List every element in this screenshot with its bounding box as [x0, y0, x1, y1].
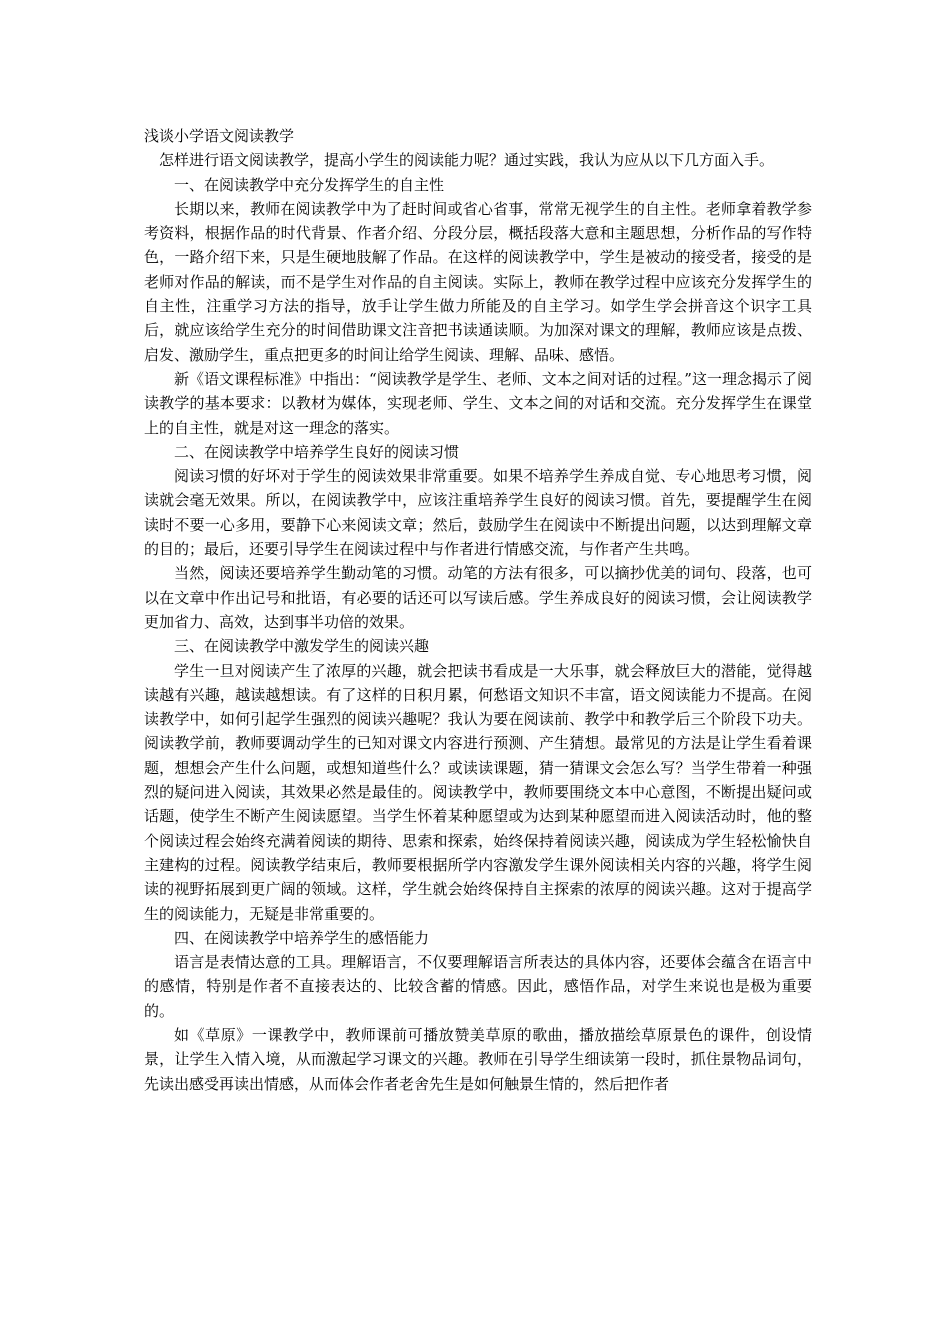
section-heading-2: 二、在阅读教学中培养学生良好的阅读习惯: [174, 442, 460, 461]
section-heading-1: 一、在阅读教学中充分发挥学生的自主性: [174, 175, 445, 194]
section-heading-4: 四、在阅读教学中培养学生的感悟能力: [174, 928, 430, 947]
paragraph: 阅读习惯的好坏对于学生的阅读效果非常重要。如果不培养学生养成自觉、专心地思考习惯，阅读就会毫无效果。所以，在阅读教学中，应该注重培养学生良好的阅读习惯。首先，要提醒学生在阅读时不要一心多用，要静下心来阅读文章；然后，鼓励学生在阅读中不断提出问题，以达到理解文章的目的；最后，还要引导学生在阅读过程中与作者进行情感交流，与作者产生共鸣。: [144, 467, 812, 559]
paragraph: 语言是表情达意的工具。理解语言，不仅要理解语言所表达的具体内容，还要体会蕴含在语言中的感情，特别是作者不直接表达的、比较含蓄的情感。因此，感悟作品，对学生来说也是极为重要的。: [144, 953, 812, 1020]
paragraph: 新《语文课程标准》中指出：“阅读教学是学生、老师、文本之间对话的过程。”这一理念揭示了阅读教学的基本要求：以教材为媒体，实现老师、学生、文本之间的对话和交流。充分发挥学生在课堂上的自主性，就是对这一理念的落实。: [144, 369, 812, 437]
document-title: 浅谈小学语文阅读教学: [144, 127, 295, 145]
document-page: [144, 124, 812, 1096]
paragraph: 如《草原》一课教学中，教师课前可播放赞美草原的歌曲，播放描绘草原景色的课件，创设情景，让学生入情入境，从而激起学习课文的兴趣。教师在引导学生细读第一段时，抓住景物品词句，先读出感受再读出情感，从而体会作者老舍先生是如何触景生情的，然后把作者: [144, 1025, 812, 1093]
paragraph: 长期以来，教师在阅读教学中为了赶时间或省心省事，常常无视学生的自主性。老师拿着教学参考资料，根据作品的时代背景、作者介绍、分段分层，概括段落大意和主题思想，分析作品的写作特色，一路介绍下来，只是生硬地肢解了作品。在这样的阅读教学中，学生是被动的接受者，接受的是老师对作品的解读，而不是学生对作品的自主阅读。实际上，教师在教学过程中应该充分发挥学生的自主性，注重学习方法的指导，放手让学生做力所能及的自主学习。如学生学会拼音这个识字工具后，就应该给学生充分的时间借助课文注音把书读通读顺。为加深对课文的理解，教师应该是点拨、启发、激励学生，重点把更多的时间让给学生阅读、理解、品味、感悟。: [144, 199, 812, 364]
intro-paragraph: 怎样进行语文阅读教学，提高小学生的阅读能力呢？通过实践，我认为应从以下几方面入手。: [159, 151, 775, 170]
paragraph: 学生一旦对阅读产生了浓厚的兴趣，就会把读书看成是一大乐事，就会释放巨大的潜能，觉得越读越有兴趣，越读越想读。有了这样的日积月累，何愁语文知识不丰富，语文阅读能力不提高。在阅读教学中，如何引起学生强烈的阅读兴趣呢？我认为要在阅读前、教学中和教学后三个阶段下功夫。阅读教学前，教师要调动学生的已知对课文内容进行预测、产生猜想。最常见的方法是让学生看着课题，想想会产生什么问题，或想知道些什么？或读读课题，猜一猜课文会怎么写？当学生带着一种强烈的疑问进入阅读，其效果必然是最佳的。阅读教学中，教师要围绕文本中心意图，不断提出疑问或话题，使学生不断产生阅读愿望。当学生怀着某种愿望或为达到某种愿望而进入阅读活动时，他的整个阅读过程会始终充满着阅读的期待、思索和探索，始终保持着阅读兴趣，阅读成为学生轻松愉快自主建构的过程。阅读教学结束后，教师要根据所学内容激发学生课外阅读相关内容的兴趣，将学生阅读的视野拓展到更广阔的领域。这样，学生就会始终保持自主探索的浓厚的阅读兴趣。这对于提高学生的阅读能力，无疑是非常重要的。: [144, 661, 812, 923]
paragraph: 当然，阅读还要培养学生勤动笔的习惯。动笔的方法有很多，可以摘抄优美的词句、段落，也可以在文章中作出记号和批语，有必要的话还可以写读后感。学生养成良好的阅读习惯，会让阅读教学更加省力、高效，达到事半功倍的效果。: [144, 564, 812, 631]
section-heading-3: 三、在阅读教学中激发学生的阅读兴趣: [174, 637, 430, 656]
